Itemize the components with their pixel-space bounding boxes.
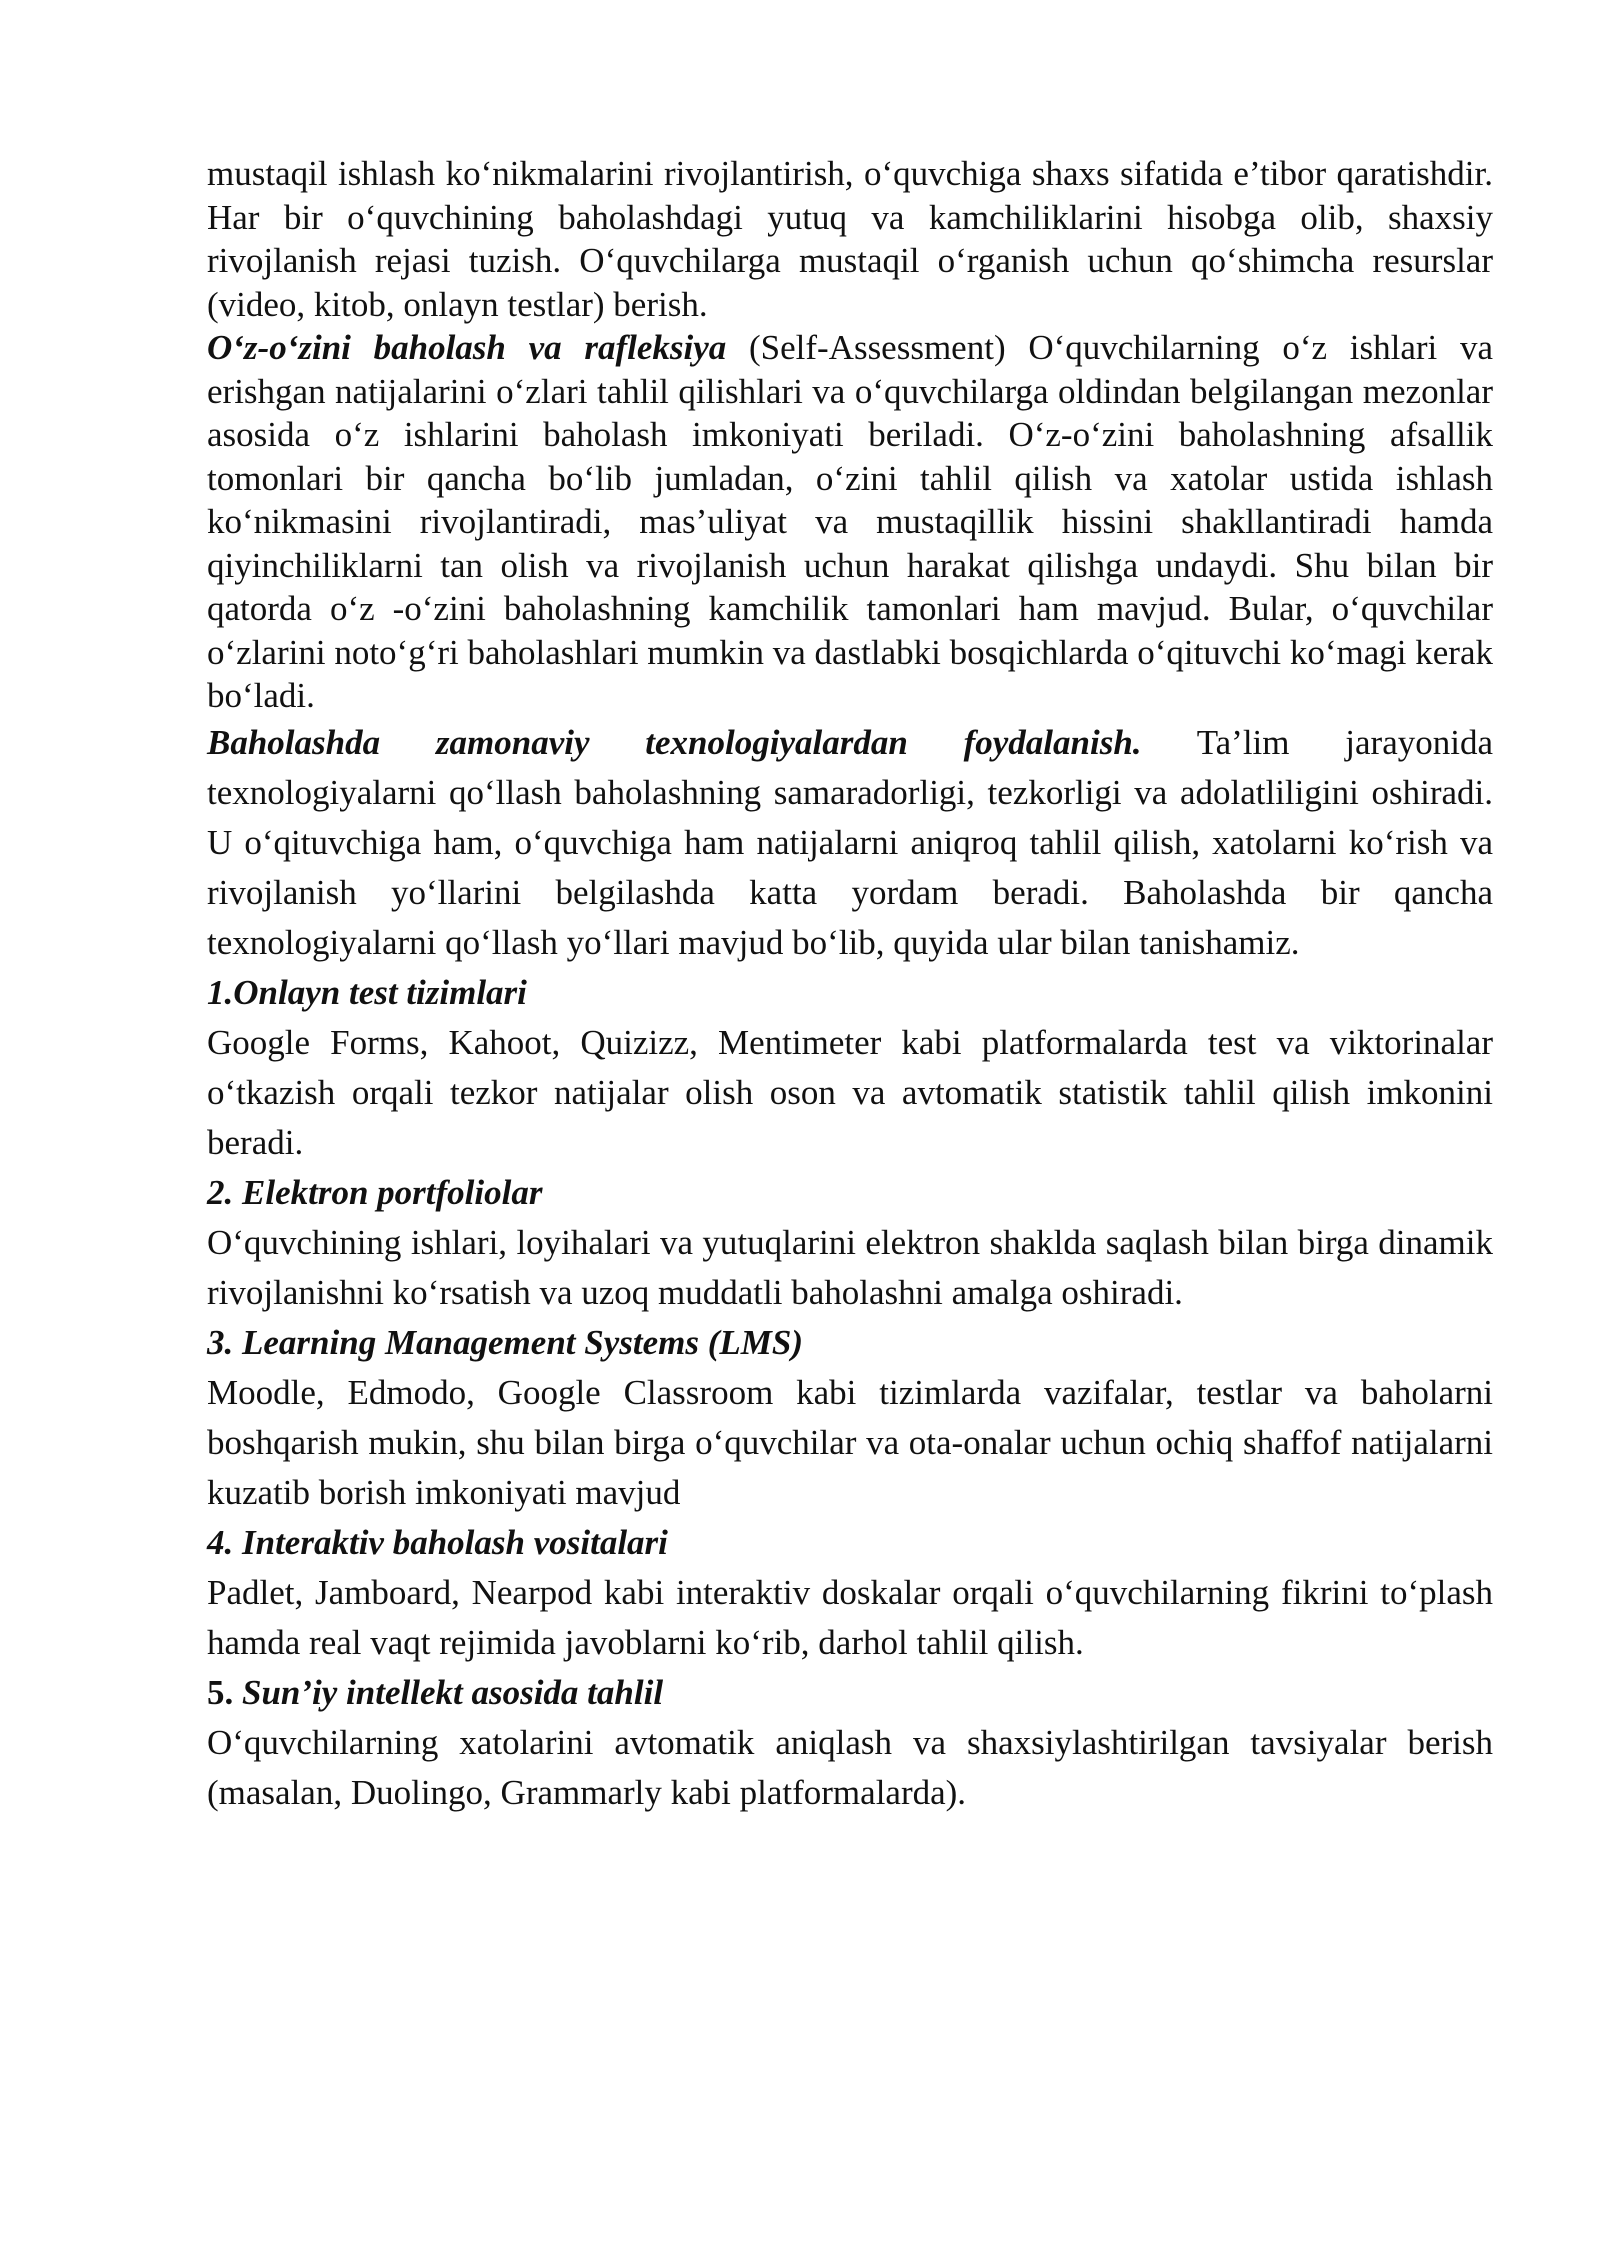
section-5-number: 5. bbox=[207, 1672, 234, 1712]
self-assessment-text: (Self-Assessment) O‘quvchilarning o‘z ishlari va erishgan natijalarini o‘zlari tahlil qilishlari va o‘quvchilarga oldindan belgilangan mezonlar asosida o‘z ishlarini baholash imkoniyati beriladi. O‘z-o‘zini baholashning afsallik tomonlari bir qancha bo‘lib jumladan, o‘zini tahlil qilish va xatolar ustida ishlash ko‘nikmasini rivojlantiradi, mas’uliyat va mustaqillik hissini shakllantiradi hamda qiyinchiliklarni tan olish va rivojlanish uchun harakat qilishga undaydi. Shu bilan bir qatorda o‘z -o‘zini baholashning kamchilik tamonlari ham mavjud. Bular, o‘quvchilar o‘zlarini noto‘g‘ri baholashlari mumkin va dastlabki bosqichlarda o‘qituvchi ko‘magi kerak bo‘ladi. bbox=[207, 328, 1493, 715]
section-5-body: O‘quvchilarning xatolarini avtomatik aniqlash va shaxsiylashtirilgan tavsiyalar berish (masalan, Duolingo, Grammarly kabi platformalarda). bbox=[207, 1722, 1493, 1812]
section-4-number: 4. bbox=[207, 1522, 234, 1562]
section-5-title: Sun’iy intellekt asosida tahlil bbox=[233, 1672, 664, 1712]
section-3-number: 3. bbox=[207, 1322, 234, 1362]
self-assessment-paragraph bbox=[207, 326, 1493, 718]
section-2-title: Elektron portfoliolar bbox=[233, 1172, 543, 1212]
section-3-body: Moodle, Edmodo, Google Classroom kabi tizimlarda vazifalar, testlar va baholarni boshqarish mukin, shu bilan birga o‘quvchilar va ota-onalar uchun ochiq shaffof natijalarni kuzatib borish imkoniyati mavjud bbox=[207, 1372, 1493, 1512]
section-4-heading bbox=[207, 1518, 1493, 1568]
section-2-body: O‘quvchining ishlari, loyihalari va yutuqlarini elektron shaklda saqlash bilan birga dinamik rivojlanishni ko‘rsatish va uzoq muddatli baholashni amalga oshiradi. bbox=[207, 1222, 1493, 1312]
self-assessment-term: O‘z-o‘zini baholash va rafleksiya bbox=[207, 328, 727, 367]
section-1-title: Onlayn test tizimlari bbox=[233, 972, 527, 1012]
intro-paragraph: mustaqil ishlash ko‘nikmalarini rivojlantirish, o‘quvchiga shaxs sifatida e’tibor qaratishdir. Har bir o‘quvchining baholashdagi yutuq va kamchiliklarini hisobga olib, shaxsiy rivojlanish rejasi tuzish. O‘quvchilarga mustaqil o‘rganish uchun qo‘shimcha resurslar (video, kitob, onlayn testlar) berish. bbox=[207, 154, 1493, 324]
section-2-number: 2. bbox=[207, 1172, 234, 1212]
technology-paragraph bbox=[207, 718, 1493, 968]
section-3-heading bbox=[207, 1318, 1493, 1368]
technology-term: Baholashda zamonaviy texnologiyalardan foydalanish. bbox=[207, 722, 1142, 762]
section-1-body: Google Forms, Kahoot, Quizizz, Mentimeter kabi platformalarda test va viktorinalar o‘tkazish orqali tezkor natijalar olish oson va avtomatik statistik tahlil qilish imkonini beradi. bbox=[207, 1022, 1493, 1162]
technology-text: Ta’lim jarayonida texnologiyalarni qo‘llash baholashning samaradorligi, tezkorligi va adolatliligini oshiradi. U o‘qituvchiga ham, o‘quvchiga ham natijalarni aniqroq tahlil qilish, xatolarni ko‘rish va rivojlanish yo‘llarini belgilashda katta yordam beradi. Baholashda bir qancha texnologiyalarni qo‘llash yo‘llari mavjud bo‘lib, quyida ular bilan tanishamiz. bbox=[207, 722, 1493, 962]
section-3-title: Learning Management Systems (LMS) bbox=[233, 1322, 804, 1362]
section-4-title: Interaktiv baholash vositalari bbox=[233, 1522, 668, 1562]
section-1-heading bbox=[207, 968, 1493, 1018]
section-1-number: 1. bbox=[207, 972, 234, 1012]
section-2-heading bbox=[207, 1168, 1493, 1218]
section-4-body: Padlet, Jamboard, Nearpod kabi interaktiv doskalar orqali o‘quvchilarning fikrini to‘plash hamda real vaqt rejimida javoblarni ko‘rib, darhol tahlil qilish. bbox=[207, 1572, 1493, 1662]
document-page bbox=[207, 152, 1493, 1818]
section-5-heading bbox=[207, 1668, 1493, 1718]
